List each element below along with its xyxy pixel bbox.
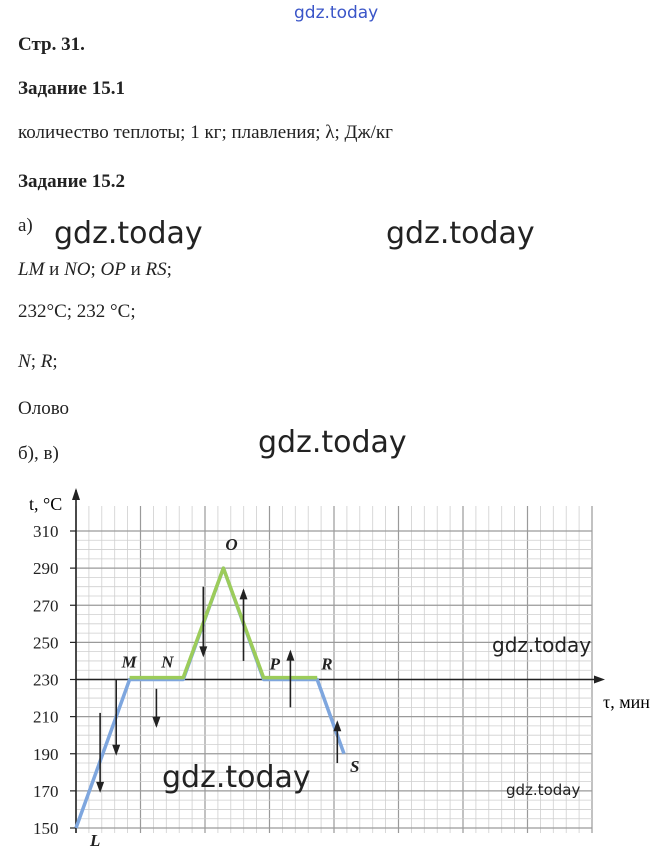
watermark-1: gdz.today <box>54 216 203 251</box>
point-label-s: S <box>350 756 360 776</box>
conj-2: и <box>130 259 141 280</box>
point-label-r: R <box>321 654 333 674</box>
segment-no: NO <box>64 259 91 280</box>
y-tick-label: 150 <box>33 819 59 838</box>
point-n: N <box>18 351 31 372</box>
watermark-3: gdz.today <box>258 425 407 460</box>
chart-labels <box>33 522 359 850</box>
watermark-6: gdz.today <box>506 781 581 799</box>
y-tick-label: 310 <box>33 522 59 541</box>
point-label-n: N <box>161 652 174 672</box>
arrow-head <box>240 588 248 599</box>
segments-answer <box>18 259 172 281</box>
points-sep: ; <box>30 351 36 372</box>
y-tick-label: 270 <box>33 596 59 616</box>
task-15-2-title: Задание 15.2 <box>18 171 125 192</box>
point-label-m: M <box>121 652 137 672</box>
task-15-1-title: Задание 15.1 <box>18 78 125 99</box>
y-tick-label: 290 <box>33 559 59 579</box>
y-axis-arrow <box>72 488 80 500</box>
y-tick-label: 210 <box>33 707 59 727</box>
y-tick-label: 170 <box>33 781 59 801</box>
segment-rs: RS <box>145 259 167 280</box>
conj-1: и <box>49 259 60 280</box>
segment-op: OP <box>100 259 126 280</box>
watermark-top: gdz.today <box>294 3 379 23</box>
point-label-p: P <box>269 654 280 674</box>
x-axis-label: τ, мин <box>603 692 650 712</box>
segment-lm: LM <box>18 259 45 280</box>
watermark-4: gdz.today <box>492 633 592 657</box>
x-axis-arrow <box>594 676 605 684</box>
point-r: R <box>40 351 53 372</box>
substance-answer: Олово <box>18 398 70 419</box>
temperatures-answer: 232°C; 232 °C; <box>18 301 136 322</box>
task-15-1-answer: количество теплоты; 1 кг; плавления; λ; Дж/кг <box>18 122 393 143</box>
part-bv-label: б), в) <box>18 443 59 464</box>
y-axis-label: t, °C <box>29 494 63 514</box>
y-tick-label: 190 <box>33 744 59 764</box>
part-a-label: а) <box>18 215 33 236</box>
points-answer <box>18 351 58 373</box>
point-label-l: L <box>90 831 101 850</box>
page-reference: Стр. 31. <box>18 34 85 55</box>
point-label-o: O <box>225 535 238 555</box>
y-tick-label: 230 <box>33 670 59 690</box>
watermark-2: gdz.today <box>386 216 535 251</box>
y-tick-label: 250 <box>33 633 59 653</box>
points-end: ; <box>52 351 58 372</box>
sep-1: ; <box>90 259 96 280</box>
sep-2: ; <box>166 259 172 280</box>
watermark-5: gdz.today <box>162 760 311 795</box>
